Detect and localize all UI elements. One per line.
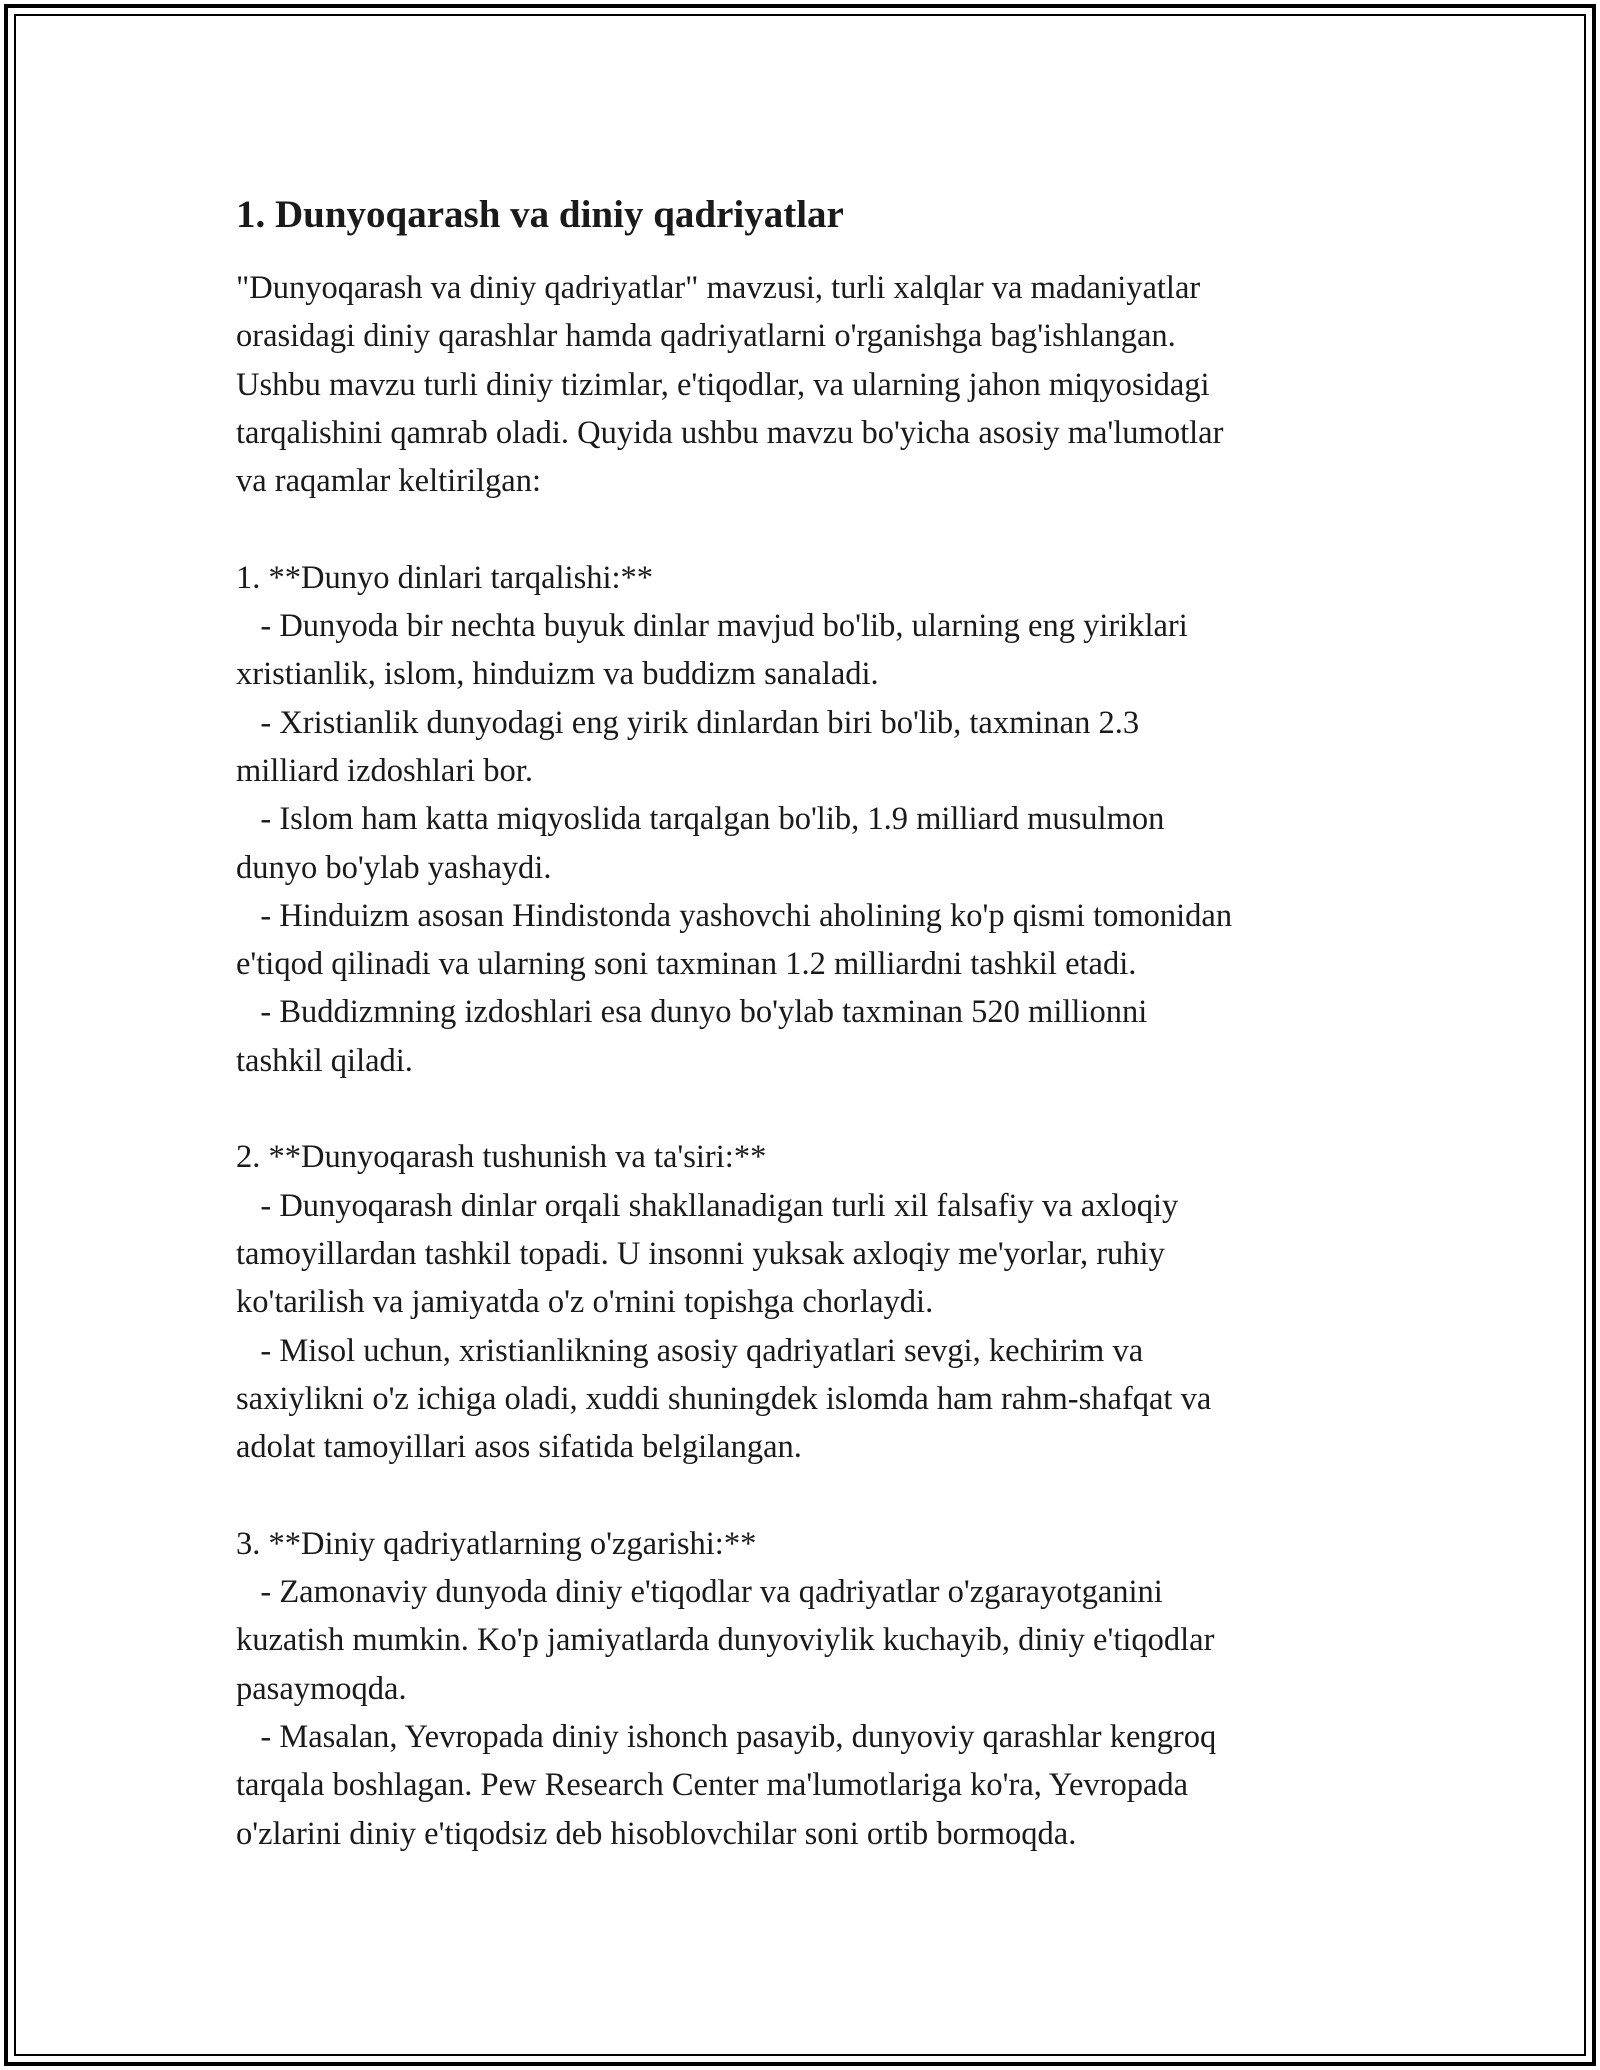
document-title: 1. Dunyoqarash va diniy qadriyatlar: [236, 193, 844, 236]
document-body: "Dunyoqarash va diniy qadriyatlar" mavzusi, turli xalqlar va madaniyatlar orasidagi diniy qarashlar hamda qadriyatlarni o'rganishga bag'ishlangan. Ushbu mavzu turli diniy tizimlar, e'tiqodlar, va ularning jahon miqyosidagi tarqalishini qamrab oladi. Quyida ushbu mavzu bo'yicha asosiy ma'lumotlar va raqamlar keltirilgan: 1. **Dunyo dinlari tarqalishi:** - Dunyoda bir nechta buyuk dinlar mavjud bo'lib, ularning eng yiriklari xristianlik, islom, hinduizm va buddizm sanaladi. - Xristianlik dunyodagi eng yirik dinlardan biri bo'lib, taxminan 2.3 milliard izdoshlari bor. - Islom ham katta miqyoslida tarqalgan bo'lib, 1.9 milliard musulmon dunyo bo'ylab yashaydi. - Hinduizm asosan Hindistonda yashovchi aholining ko'p qismi tomonidan e'tiqod qilinadi va ularning soni taxminan 1.2 milliardni tashkil etadi. - Buddizmning izdoshlari esa dunyo bo'ylab taxminan 520 millionni tashkil qiladi. 2. **Dunyoqarash tushunish va ta'siri:** - Dunyoqarash dinlar orqali shakllanadigan turli xil falsafiy va axloqiy tamoyillardan tashkil topadi. U insonni yuksak axloqiy me'yorlar, ruhiy ko'tarilish va jamiyatda o'z o'rnini topishga chorlaydi. - Misol uchun, xristianlikning asosiy qadriyatlari sevgi, kechirim va saxiylikni o'z ichiga oladi, xuddi shuningdek islomda ham rahm-shafqat va adolat tamoyillari asos sifatida belgilangan. 3. **Diniy qadriyatlarning o'zgarishi:** - Zamonaviy dunyoda diniy e'tiqodlar va qadriyatlar o'zgarayotganini kuzatish mumkin. Ko'p jamiyatlarda dunyoviylik kuchayib, diniy e'tiqodlar pasaymoqda. - Masalan, Yevropada diniy ishonch pasayib, dunyoviy qarashlar kengroq tarqala boshlagan. Pew Research Center ma'lumotlariga ko'ra, Yevropada o'zlarini diniy e'tiqodsiz deb hisoblovchilar soni ortib bormoqda.: [236, 270, 1233, 1852]
document-content: [236, 186, 1376, 1858]
